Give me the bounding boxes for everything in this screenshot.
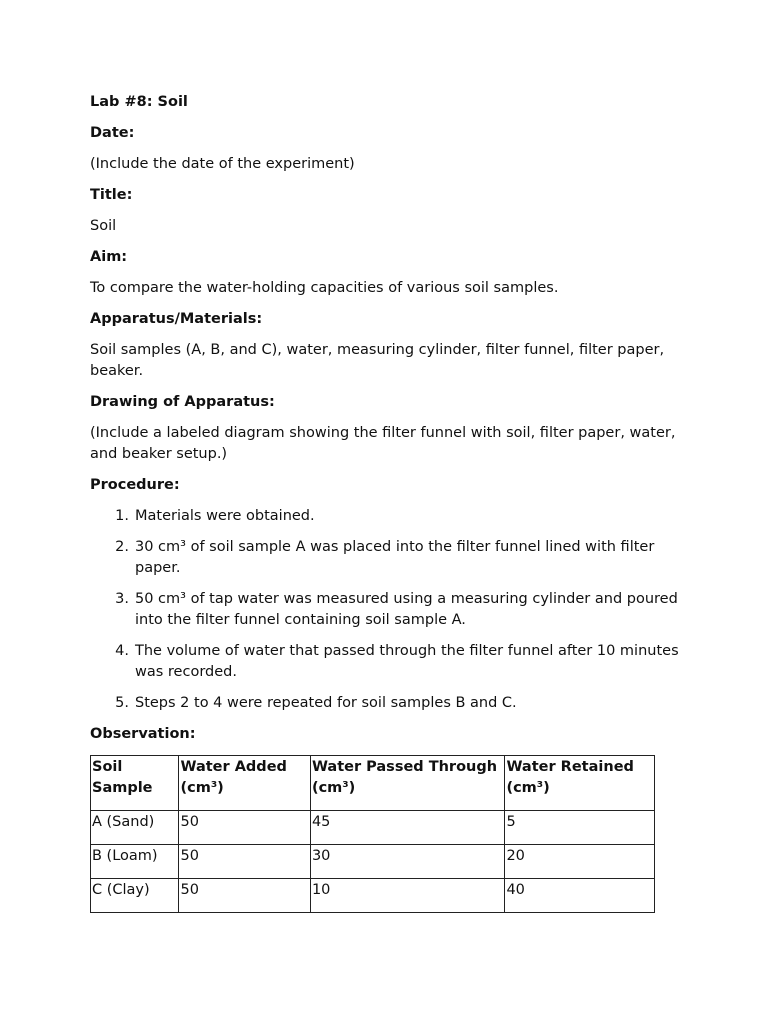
table-cell: 50 bbox=[179, 811, 310, 845]
lab-title: Lab #8: Soil bbox=[90, 94, 188, 110]
aim-text: To compare the water-holding capacities of various soil samples. bbox=[90, 280, 559, 296]
table-cell: A (Sand) bbox=[91, 811, 179, 845]
table-cell: C (Clay) bbox=[91, 879, 179, 913]
procedure-step bbox=[90, 506, 690, 527]
table-cell: 30 bbox=[310, 845, 505, 879]
procedure-step bbox=[90, 693, 690, 714]
table-header-row bbox=[91, 756, 655, 811]
aim-heading: Aim: bbox=[90, 249, 128, 265]
table-cell: 45 bbox=[310, 811, 505, 845]
lab-report-document bbox=[90, 92, 690, 913]
step-text: Steps 2 to 4 were repeated for soil samples B and C. bbox=[135, 695, 517, 711]
step-text: 50 cm³ of tap water was measured using a measuring cylinder and poured into the filter funnel containing soil sample A. bbox=[135, 591, 678, 628]
table-cell: B (Loam) bbox=[91, 845, 179, 879]
step-number: 4. bbox=[115, 643, 129, 659]
table-cell: 50 bbox=[179, 845, 310, 879]
procedure-step bbox=[90, 589, 690, 631]
header-water-passed: Water Passed Through (cm³) bbox=[310, 756, 505, 811]
apparatus-text: Soil samples (A, B, and C), water, measuring cylinder, filter funnel, filter paper, beaker. bbox=[90, 342, 665, 379]
procedure-step bbox=[90, 537, 690, 579]
apparatus-heading: Apparatus/Materials: bbox=[90, 311, 263, 327]
table-row bbox=[91, 879, 655, 913]
step-number: 1. bbox=[115, 508, 129, 524]
title-heading: Title: bbox=[90, 187, 133, 203]
date-text: (Include the date of the experiment) bbox=[90, 156, 355, 172]
table-row bbox=[91, 811, 655, 845]
table-cell: 40 bbox=[505, 879, 655, 913]
step-text: The volume of water that passed through the filter funnel after 10 minutes was recorded. bbox=[135, 643, 679, 680]
procedure-step bbox=[90, 641, 690, 683]
step-number: 2. bbox=[115, 539, 129, 555]
header-water-added: Water Added (cm³) bbox=[179, 756, 310, 811]
title-text: Soil bbox=[90, 218, 117, 234]
step-number: 5. bbox=[115, 695, 129, 711]
drawing-text: (Include a labeled diagram showing the filter funnel with soil, filter paper, water, and beaker setup.) bbox=[90, 425, 676, 462]
header-water-retained: Water Retained (cm³) bbox=[505, 756, 655, 811]
procedure-heading: Procedure: bbox=[90, 477, 180, 493]
table-cell: 5 bbox=[505, 811, 655, 845]
table-row bbox=[91, 845, 655, 879]
step-number: 3. bbox=[115, 591, 129, 607]
observation-table bbox=[90, 755, 655, 913]
table-cell: 20 bbox=[505, 845, 655, 879]
date-heading: Date: bbox=[90, 125, 135, 141]
observation-heading: Observation: bbox=[90, 726, 196, 742]
drawing-heading: Drawing of Apparatus: bbox=[90, 394, 275, 410]
step-text: Materials were obtained. bbox=[135, 508, 315, 524]
step-text: 30 cm³ of soil sample A was placed into the filter funnel lined with filter paper. bbox=[135, 539, 655, 576]
header-soil-sample: Soil Sample bbox=[91, 756, 179, 811]
table-cell: 50 bbox=[179, 879, 310, 913]
table-cell: 10 bbox=[310, 879, 505, 913]
procedure-list bbox=[90, 506, 690, 714]
